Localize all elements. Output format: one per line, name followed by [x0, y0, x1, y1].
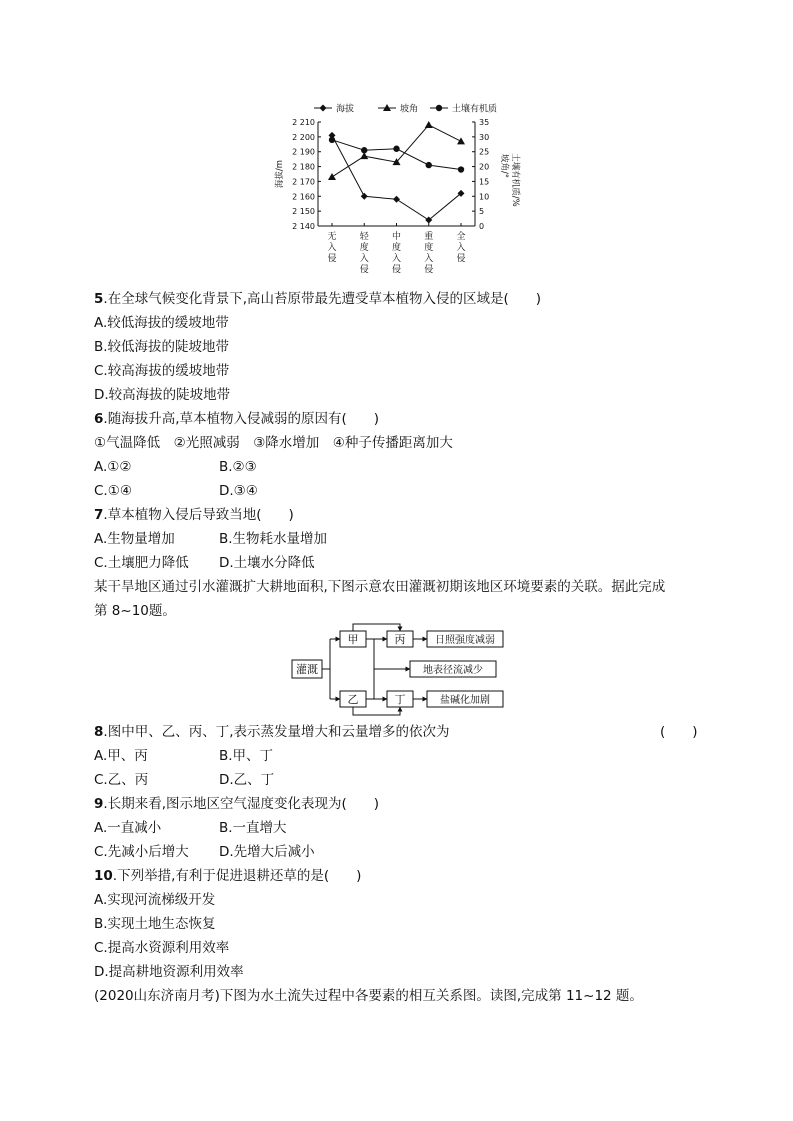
label-result1: 日照强度减弱 — [435, 635, 495, 646]
diamond-marker — [320, 105, 327, 112]
q10-option-c[interactable]: C.提高水资源利用效率 — [94, 940, 230, 956]
circle-marker — [426, 162, 432, 168]
q6-option-d[interactable]: D.③④ — [219, 483, 258, 499]
right-axis-title-slope: 坡角/° — [499, 153, 509, 179]
q6-option-a[interactable]: A.①② — [94, 459, 132, 475]
diamond-marker — [361, 193, 368, 200]
q9-option-b[interactable]: B.一直增大 — [219, 820, 287, 836]
q9-option-d[interactable]: D.先增大后减小 — [219, 844, 315, 860]
chart-legend — [314, 103, 497, 115]
left-tick-label: 2 180 — [292, 162, 315, 172]
q9-option-c[interactable]: C.先减小后增大 — [94, 844, 189, 860]
left-axis-title: 海拔/m — [275, 159, 285, 189]
left-tick-label: 2 170 — [292, 177, 315, 187]
q10-option-a[interactable]: A.实现河流梯级开发 — [94, 892, 216, 908]
chart-marks — [328, 121, 465, 224]
question-10-stem: 10.下列举措,有利于促进退耕还草的是( ) — [94, 868, 362, 884]
x-category-label: 无入侵 — [327, 232, 337, 264]
label-jia: 甲 — [347, 633, 359, 646]
irrigation-flow-diagram — [290, 620, 510, 720]
triangle-marker — [457, 137, 465, 144]
label-yi: 乙 — [347, 693, 359, 706]
intro-irrigation-line1: 某干旱地区通过引水灌溉扩大耕地面积,下图示意农田灌溉初期该地区环境要素的关联。据此完成 — [94, 579, 666, 595]
x-category-label: 全入侵 — [456, 232, 466, 264]
label-result2: 地表径流减少 — [423, 665, 483, 676]
q5-option-b[interactable]: B.较低海拔的陡坡地带 — [94, 339, 230, 355]
left-tick-label: 2 190 — [292, 147, 315, 157]
circle-marker — [393, 146, 399, 152]
question-9-stem: 9.长期来看,图示地区空气湿度变化表现为( ) — [94, 796, 380, 812]
q6-option-b[interactable]: B.②③ — [219, 459, 257, 475]
left-tick-label: 2 140 — [292, 222, 315, 231]
question-6-stem: 6.随海拔升高,草本植物入侵减弱的原因有( ) — [94, 411, 380, 427]
left-tick-label: 2 150 — [292, 207, 315, 217]
q7-option-a[interactable]: A.生物量增加 — [94, 531, 175, 547]
x-category-label: 轻度入侵 — [359, 232, 369, 275]
chart-axes — [274, 118, 521, 275]
circle-marker — [329, 137, 335, 143]
q7-option-d[interactable]: D.土壤水分降低 — [219, 555, 315, 571]
intro-soil-erosion: (2020山东济南月考)下图为水土流失过程中各要素的相互关系图。读图,完成第 11~12 题。 — [94, 988, 643, 1004]
question-5-stem: 5.在全球气候变化背景下,高山苔原带最先遭受草本植物入侵的区域是( ) — [94, 291, 542, 307]
line-chart — [270, 98, 530, 278]
q10-option-b[interactable]: B.实现土地生态恢复 — [94, 916, 216, 932]
right-tick-label: 30 — [479, 132, 490, 142]
label-irrigation: 灌溉 — [296, 663, 318, 676]
left-tick-label: 2 210 — [292, 118, 315, 127]
circle-marker — [458, 166, 464, 172]
q6-option-c[interactable]: C.①④ — [94, 483, 132, 499]
q5-option-d[interactable]: D.较高海拔的陡坡地带 — [94, 387, 231, 403]
right-tick-label: 5 — [479, 207, 485, 217]
q5-option-a[interactable]: A.较低海拔的缓坡地带 — [94, 315, 229, 331]
q8-option-d[interactable]: D.乙、丁 — [219, 772, 275, 788]
x-category-label: 中度入侵 — [391, 232, 402, 275]
q5-option-c[interactable]: C.较高海拔的缓坡地带 — [94, 363, 230, 379]
right-tick-label: 25 — [479, 147, 490, 157]
right-axis-title-organic: 土壤有机质/% — [510, 153, 520, 207]
q8-answer-paren: ( ) — [660, 724, 698, 740]
right-tick-label: 35 — [479, 118, 490, 127]
triangle-marker — [328, 173, 336, 180]
q8-option-b[interactable]: B.甲、丁 — [219, 748, 274, 764]
label-result3: 盐碱化加剧 — [440, 695, 490, 706]
question-7-stem: 7.草本植物入侵后导致当地( ) — [94, 507, 294, 523]
triangle-marker — [425, 121, 433, 128]
right-tick-label: 15 — [479, 177, 490, 187]
x-category-label: 重度入侵 — [424, 232, 434, 275]
q7-option-c[interactable]: C.土壤肥力降低 — [94, 555, 189, 571]
left-tick-label: 2 160 — [292, 192, 315, 202]
left-tick-label: 2 200 — [292, 132, 315, 142]
q9-option-a[interactable]: A.一直减小 — [94, 820, 162, 836]
label-bing: 丙 — [394, 633, 406, 646]
legend-entry: 海拔 — [336, 104, 355, 115]
right-tick-label: 10 — [479, 192, 490, 202]
q8-option-c[interactable]: C.乙、丙 — [94, 772, 149, 788]
right-tick-label: 0 — [479, 222, 485, 231]
q8-option-a[interactable]: A.甲、丙 — [94, 748, 148, 764]
right-tick-label: 20 — [479, 162, 490, 172]
diamond-marker — [393, 196, 400, 203]
legend-entry: 土壤有机质 — [452, 104, 498, 115]
q10-option-d[interactable]: D.提高耕地资源利用效率 — [94, 964, 244, 980]
label-ding: 丁 — [394, 693, 406, 706]
q7-option-b[interactable]: B.生物耗水量增加 — [219, 531, 328, 547]
circle-marker — [361, 147, 367, 153]
legend-entry: 坡角 — [400, 104, 419, 115]
circle-marker — [436, 105, 442, 111]
intro-irrigation-line2: 第 8~10题。 — [94, 603, 176, 619]
question-8-stem: 8.图中甲、乙、丙、丁,表示蒸发量增大和云量增多的依次为 — [94, 724, 450, 740]
q6-items: ①气温降低 ②光照减弱 ③降水增加 ④种子传播距离加大 — [94, 435, 453, 451]
